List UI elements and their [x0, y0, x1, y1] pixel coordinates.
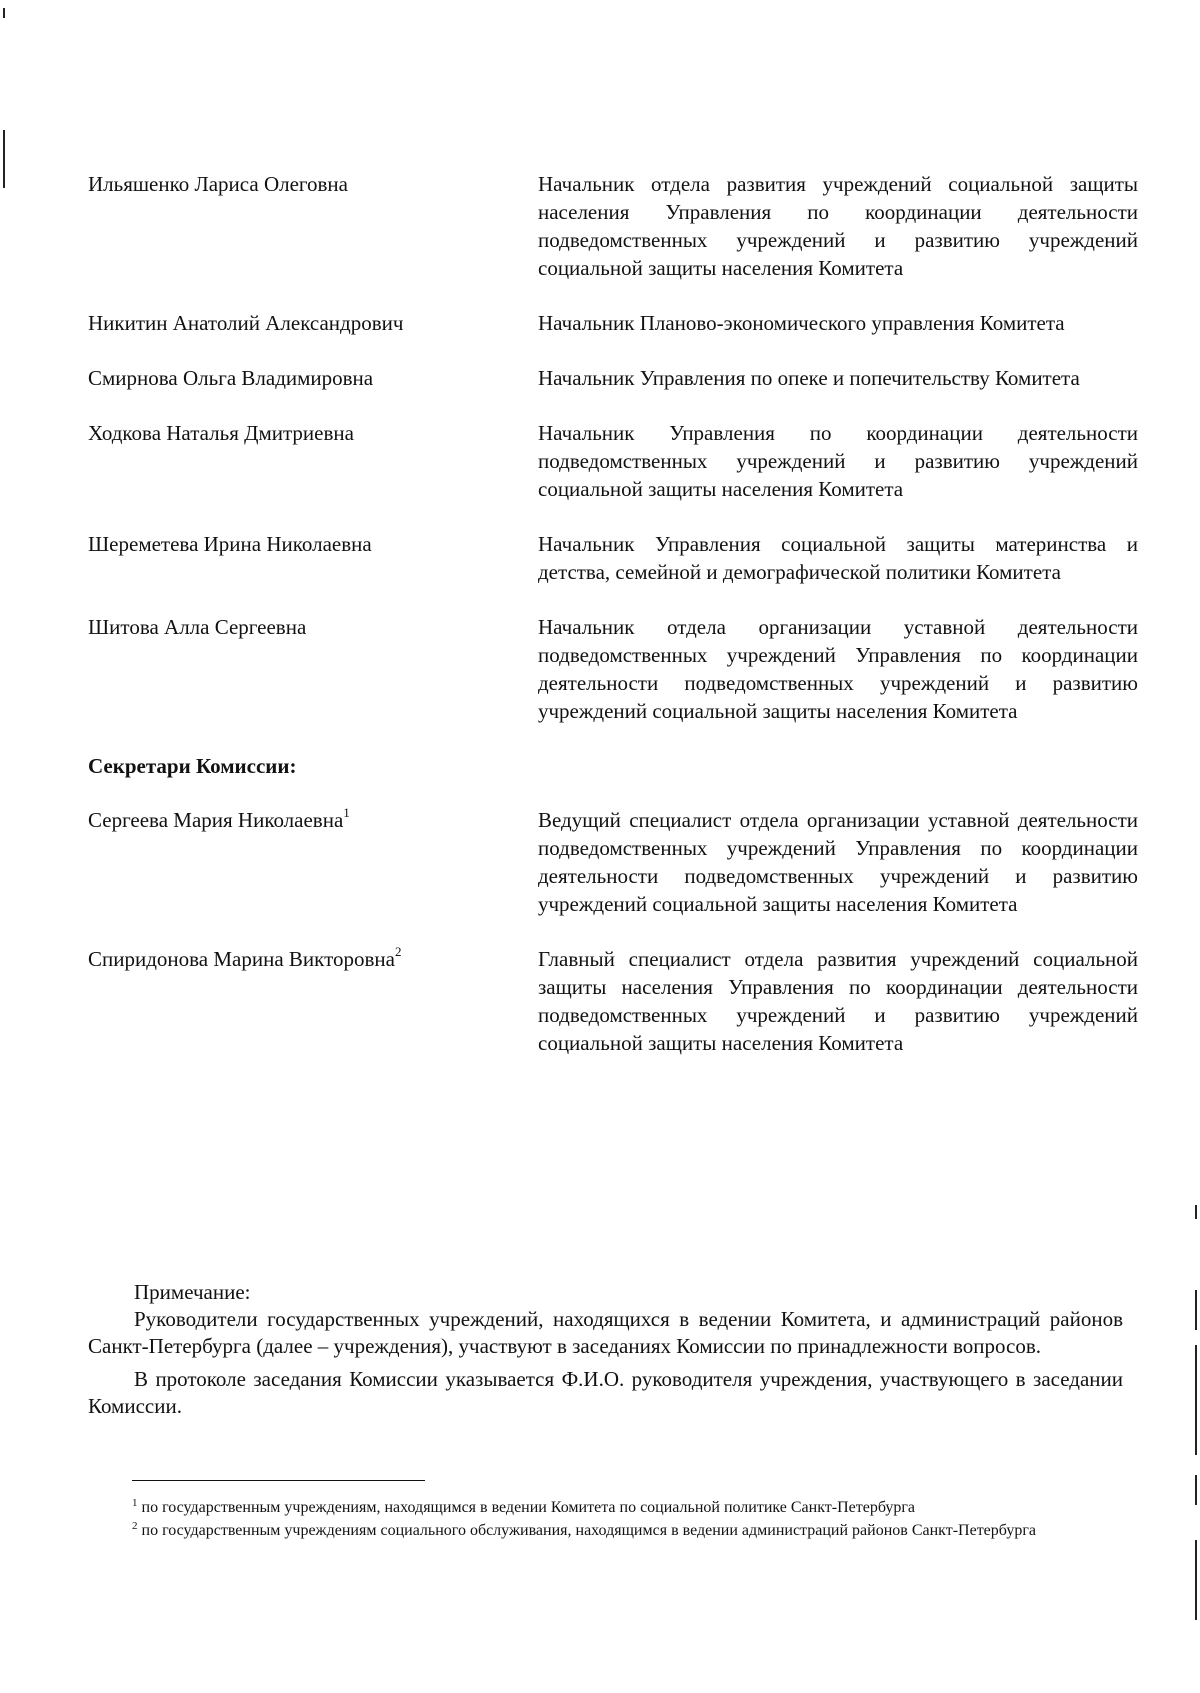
member-row — [88, 170, 1138, 282]
note-paragraph: Руководители государственных учреждений, находящихся в ведении Комитета, и администраций районов Санкт-Петербурга (далее – учреждения), участвуют в заседаниях Комиссии по принадлежности вопросов. — [88, 1307, 1123, 1358]
secretary-name: Сергеева Мария Николаевна$^1$ — [88, 805, 350, 832]
member-row — [88, 419, 1138, 503]
member-name: Шереметева Ирина Николаевна — [88, 532, 372, 556]
member-position: Начальник отдела развития учреждений социальной защиты населения Управления по координации деятельности подведомственных учреждений и развитию учреждений социальной защиты населения Комитета — [538, 172, 1139, 280]
scan-artifact — [3, 130, 5, 188]
scan-artifact — [1195, 1345, 1197, 1455]
footnote-text: по государственным учреждениям, находящимся в ведении Комитета по социальной политике Санкт-Петербурга — [141, 1499, 916, 1516]
scan-artifact — [1195, 1540, 1197, 1620]
scan-artifact — [1195, 1205, 1197, 1219]
footnotes — [132, 1497, 1125, 1543]
footnote-ref: 1 — [343, 805, 350, 820]
note-title: Примечание: — [134, 1280, 251, 1304]
member-position: Начальник Планово-экономического управления Комитета — [538, 311, 1065, 335]
scan-artifact — [1195, 1290, 1197, 1330]
secretary-position: Главный специалист отдела развития учреждений социальной защиты населения Управления по координации деятельности подведомственных учреждений и развитию учреждений социальной защиты населения Комитета — [538, 947, 1138, 1055]
footnote-1 — [132, 1497, 1125, 1518]
member-name: Ильяшенко Лариса Олеговна — [88, 172, 348, 196]
member-name: Никитин Анатолий Александрович — [88, 311, 404, 335]
footnote-2 — [132, 1520, 1125, 1541]
footnote-separator — [132, 1480, 425, 1481]
member-position: Начальник Управления по опеке и попечительству Комитета — [538, 366, 1080, 390]
member-name: Смирнова Ольга Владимировна — [88, 366, 374, 390]
commission-roster — [88, 170, 1138, 1084]
member-name: Шитова Алла Сергеевна — [88, 615, 307, 639]
note-paragraph: В протоколе заседания Комиссии указывается Ф.И.О. руководителя учреждения, участвующего в заседании Комиссии. — [88, 1367, 1123, 1418]
secretary-row — [88, 945, 1138, 1057]
footnote-text: по государственным учреждениям социального обслуживания, находящимся в ведении администраций районов Санкт-Петербурга — [141, 1522, 1036, 1539]
footnote-mark: 1 — [132, 1496, 138, 1509]
note-block — [88, 1279, 1123, 1426]
member-position: Начальник Управления по координации деятельности подведомственных учреждений и развитию учреждений социальной защиты населения Комитета — [538, 421, 1138, 501]
secretary-position: Ведущий специалист отдела организации уставной деятельности подведомственных учреждений Управления по координации деятельности подведомственных учреждений и развитию учреждений социальной защиты населения Комитета — [538, 808, 1138, 916]
scan-artifact — [1195, 1475, 1197, 1505]
footnote-mark: 2 — [132, 1519, 138, 1532]
footnote-ref: 2 — [394, 944, 402, 959]
member-position: Начальник отдела организации уставной деятельности подведомственных учреждений Управления по координации деятельности подведомственных учреждений и развитию учреждений социальной защиты населения Комитета — [538, 615, 1138, 723]
member-row — [88, 309, 1138, 337]
scan-artifact — [3, 8, 5, 18]
member-row — [88, 364, 1138, 392]
member-row — [88, 613, 1138, 725]
secretary-name: Спиридонова Марина Викторовна$^2$ — [88, 944, 402, 971]
secretaries-heading: Секретари Комиссии: — [88, 754, 297, 778]
member-position: Начальник Управления социальной защиты материнства и детства, семейной и демографической политики Комитета — [538, 532, 1139, 584]
member-name: Ходкова Наталья Дмитриевна — [88, 421, 354, 445]
secretary-row — [88, 806, 1138, 918]
member-row — [88, 530, 1138, 586]
